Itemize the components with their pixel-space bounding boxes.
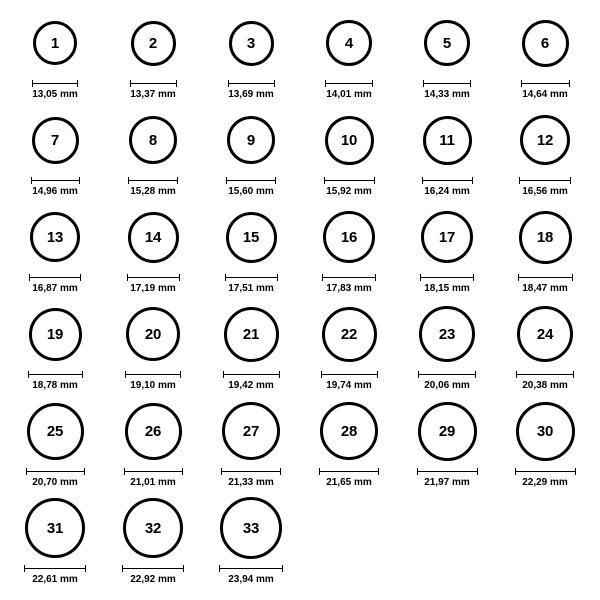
diameter-measure-bar-icon [28,370,83,378]
diameter-value-label: 20,38 mm [522,380,568,391]
diameter-value-label: 23,94 mm [228,574,274,585]
ring-size-label: 5 [442,34,452,52]
ring-circle-icon [222,402,280,460]
diameter-measure-bar-icon [128,176,178,184]
ring-size-label: 30 [536,422,554,440]
ring-size-cell [496,301,594,398]
diameter-measure-bar-icon [24,564,86,572]
diameter-measure-bar-icon [321,370,378,378]
ring-size-label: 9 [246,131,256,149]
diameter-measure-bar-icon [521,79,570,87]
diameter-measure-bar-icon [32,79,78,87]
diameter-value-label: 22,29 mm [522,477,568,488]
ring-size-label: 27 [242,422,260,440]
ring-size-cell [6,398,104,495]
diameter-measure-bar-icon [221,467,281,475]
ring-circle-icon [229,21,274,66]
ring-circle-icon [519,211,572,264]
ring-circle-wrapper [522,10,569,76]
diameter-measure-bar-icon [319,467,379,475]
ring-size-cell [202,10,300,107]
ring-size-cell [300,301,398,398]
ring-circle-wrapper [517,301,573,367]
diameter-value-label: 16,56 mm [522,186,568,197]
diameter-value-label: 14,96 mm [32,186,78,197]
ring-circle-wrapper [424,10,470,76]
diameter-value-label: 22,61 mm [32,574,78,585]
ring-circle-wrapper [326,10,372,76]
ring-circle-wrapper [25,495,85,561]
ring-circle-icon [419,306,475,362]
ring-circle-icon [131,21,176,66]
ring-size-cell [300,10,398,107]
diameter-measure-bar-icon [515,467,576,475]
ring-size-cell [6,301,104,398]
diameter-measure-bar-icon [29,273,81,281]
ring-size-cell [300,204,398,301]
ring-size-cell [202,495,300,592]
diameter-measure-bar-icon [125,370,181,378]
diameter-measure-bar-icon [324,176,375,184]
ring-circle-wrapper [418,398,477,464]
ring-size-label: 32 [144,519,162,537]
diameter-value-label: 13,05 mm [32,89,78,100]
diameter-measure-bar-icon [418,370,476,378]
diameter-value-label: 21,01 mm [130,477,176,488]
ring-circle-wrapper [32,107,79,173]
diameter-value-label: 16,87 mm [32,283,78,294]
ring-circle-wrapper [520,107,570,173]
ring-size-cell [202,398,300,495]
diameter-value-label: 20,06 mm [424,380,470,391]
ring-size-label: 23 [438,325,456,343]
diameter-measure-bar-icon [325,79,373,87]
ring-circle-wrapper [123,495,183,561]
ring-circle-wrapper [33,10,77,76]
ring-size-label: 10 [340,131,358,149]
ring-size-label: 15 [242,228,260,246]
diameter-measure-bar-icon [518,273,573,281]
diameter-value-label: 15,60 mm [228,186,274,197]
diameter-measure-bar-icon [223,370,280,378]
ring-size-label: 29 [438,422,456,440]
ring-size-cell [398,204,496,301]
diameter-measure-bar-icon [124,467,183,475]
ring-size-cell [104,10,202,107]
ring-circle-icon [30,212,80,262]
diameter-value-label: 19,42 mm [228,380,274,391]
ring-circle-wrapper [323,204,375,270]
ring-circle-icon [520,115,570,165]
diameter-value-label: 15,92 mm [326,186,372,197]
ring-size-label: 12 [536,131,554,149]
diameter-measure-bar-icon [31,176,80,184]
ring-size-cell [6,204,104,301]
ring-circle-wrapper [322,301,377,367]
ring-circle-icon [27,403,84,460]
diameter-measure-bar-icon [423,79,471,87]
ring-size-label: 3 [246,34,256,52]
ring-circle-wrapper [27,398,84,464]
ring-circle-wrapper [131,10,176,76]
ring-circle-icon [33,21,77,65]
ring-circle-icon [423,116,472,165]
ring-circle-icon [125,403,182,460]
ring-size-label: 11 [439,131,455,149]
ring-size-cell [496,10,594,107]
ring-circle-wrapper [129,107,177,173]
ring-circle-wrapper [224,301,279,367]
ring-circle-icon [421,211,473,263]
diameter-measure-bar-icon [420,273,474,281]
diameter-value-label: 15,28 mm [130,186,176,197]
ring-size-label: 14 [144,228,162,246]
ring-size-cell [104,495,202,592]
ring-circle-icon [323,211,375,263]
ring-size-label: 26 [144,422,162,440]
ring-size-cell [398,398,496,495]
ring-circle-wrapper [325,107,374,173]
diameter-value-label: 18,47 mm [522,283,568,294]
diameter-value-label: 13,69 mm [228,89,274,100]
ring-circle-wrapper [126,301,180,367]
ring-circle-wrapper [320,398,378,464]
ring-size-cell [300,107,398,204]
ring-circle-wrapper [125,398,182,464]
diameter-measure-bar-icon [225,273,278,281]
ring-size-cell [496,204,594,301]
ring-size-cell [398,107,496,204]
diameter-value-label: 14,01 mm [326,89,372,100]
diameter-value-label: 13,37 mm [130,89,176,100]
diameter-value-label: 14,33 mm [424,89,470,100]
diameter-value-label: 21,97 mm [424,477,470,488]
ring-size-label: 8 [148,131,158,149]
ring-circle-wrapper [423,107,472,173]
diameter-measure-bar-icon [322,273,376,281]
ring-circle-icon [320,402,378,460]
diameter-value-label: 17,83 mm [326,283,372,294]
ring-size-cell [202,204,300,301]
diameter-measure-bar-icon [226,176,276,184]
ring-size-cell [6,107,104,204]
ring-size-cell [104,301,202,398]
ring-circle-wrapper [222,398,280,464]
ring-size-label: 19 [46,325,64,343]
ring-circle-wrapper [421,204,473,270]
ring-circle-icon [129,116,177,164]
ring-size-cell [300,398,398,495]
diameter-measure-bar-icon [122,564,184,572]
ring-circle-wrapper [220,495,282,561]
diameter-value-label: 19,10 mm [130,380,176,391]
ring-circle-icon [325,116,374,165]
ring-circle-wrapper [419,301,475,367]
ring-size-label: 17 [438,228,456,246]
ring-size-cell [6,495,104,592]
ring-circle-icon [128,212,179,263]
ring-size-cell [104,398,202,495]
ring-circle-icon [25,498,85,558]
diameter-value-label: 14,64 mm [522,89,568,100]
diameter-value-label: 21,33 mm [228,477,274,488]
ring-circle-wrapper [29,301,82,367]
diameter-value-label: 18,15 mm [424,283,470,294]
ring-size-cell [398,301,496,398]
ring-size-label: 31 [46,519,64,537]
ring-size-cell [202,301,300,398]
ring-size-label: 24 [536,325,554,343]
ring-circle-icon [516,402,575,461]
ring-size-cell [496,398,594,495]
diameter-measure-bar-icon [26,467,85,475]
ring-circle-icon [224,307,279,362]
diameter-measure-bar-icon [130,79,177,87]
diameter-measure-bar-icon [516,370,574,378]
ring-circle-wrapper [519,204,572,270]
ring-size-cell [398,10,496,107]
ring-size-label: 4 [344,34,354,52]
ring-circle-wrapper [226,204,277,270]
diameter-measure-bar-icon [417,467,478,475]
ring-circle-icon [517,306,573,362]
ring-circle-wrapper [227,107,275,173]
diameter-value-label: 22,92 mm [130,574,176,585]
ring-size-cell [6,10,104,107]
ring-size-label: 13 [46,228,64,246]
ring-size-label: 22 [340,325,358,343]
ring-size-label: 28 [340,422,358,440]
diameter-measure-bar-icon [228,79,275,87]
diameter-value-label: 21,65 mm [326,477,372,488]
ring-size-label: 1 [50,34,60,52]
ring-circle-icon [220,497,282,559]
ring-size-cell [104,107,202,204]
ring-circle-wrapper [128,204,179,270]
diameter-value-label: 19,74 mm [326,380,372,391]
ring-size-cell [104,204,202,301]
diameter-value-label: 18,78 mm [32,380,78,391]
ring-size-label: 2 [148,34,158,52]
ring-circle-wrapper [229,10,274,76]
diameter-measure-bar-icon [422,176,473,184]
ring-circle-icon [126,307,180,361]
ring-size-label: 7 [50,131,60,149]
ring-circle-wrapper [516,398,575,464]
diameter-value-label: 20,70 mm [32,477,78,488]
diameter-measure-bar-icon [219,564,283,572]
ring-circle-icon [29,308,82,361]
ring-circle-icon [522,20,569,67]
ring-size-label: 18 [536,228,554,246]
ring-size-label: 16 [340,228,358,246]
ring-size-label: 6 [540,34,550,52]
ring-size-cell [496,107,594,204]
ring-size-cell [202,107,300,204]
ring-size-label: 21 [242,325,260,343]
ring-size-label: 33 [242,519,260,537]
ring-circle-icon [123,498,183,558]
ring-circle-icon [326,20,372,66]
ring-circle-icon [418,402,477,461]
ring-circle-icon [32,117,79,164]
diameter-measure-bar-icon [519,176,571,184]
ring-circle-wrapper [30,204,80,270]
ring-circle-icon [424,20,470,66]
diameter-value-label: 17,19 mm [130,283,176,294]
ring-size-label: 25 [46,422,64,440]
diameter-value-label: 17,51 mm [228,283,274,294]
ring-size-label: 20 [144,325,162,343]
ring-circle-icon [322,307,377,362]
ring-circle-icon [227,116,275,164]
diameter-measure-bar-icon [127,273,180,281]
ring-circle-icon [226,212,277,263]
diameter-value-label: 16,24 mm [424,186,470,197]
